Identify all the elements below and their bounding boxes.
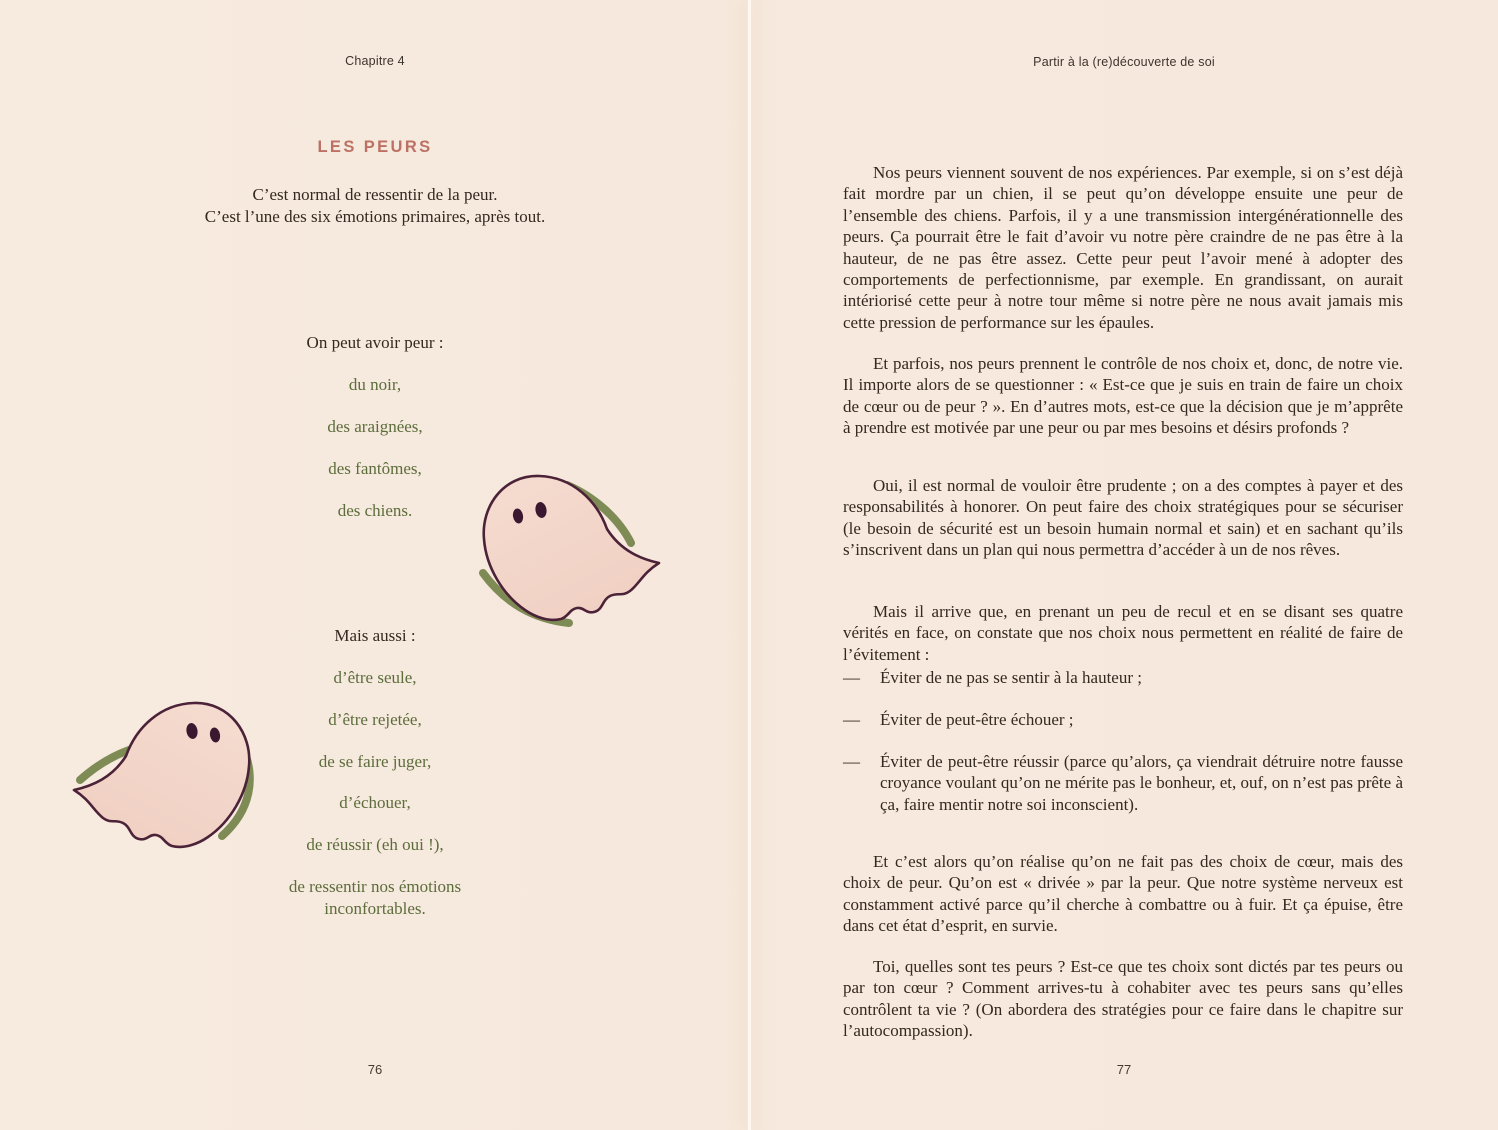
bullet-dash: — bbox=[843, 710, 860, 729]
running-header-right: Partir à la (re)découverte de soi bbox=[1033, 55, 1215, 69]
bullet-item: — Éviter de peut-être échouer ; bbox=[843, 710, 1074, 729]
list2-intro: Mais aussi : bbox=[334, 626, 416, 645]
ghost-flying-right-illustration bbox=[473, 463, 663, 628]
section-subtitle bbox=[0, 184, 750, 227]
list-item: d’être rejetée, bbox=[328, 710, 422, 729]
list-item: des chiens. bbox=[337, 501, 413, 520]
list-item: du noir, bbox=[348, 375, 402, 394]
list1-intro: On peut avoir peur : bbox=[306, 333, 444, 352]
bullet-dash: — bbox=[843, 752, 860, 771]
list-item: des fantômes, bbox=[328, 459, 422, 478]
page-number-left: 76 bbox=[367, 1062, 383, 1077]
list-item: d’être seule, bbox=[333, 668, 417, 687]
right-page bbox=[750, 0, 1498, 1130]
list-item: de réussir (eh oui !), bbox=[306, 835, 444, 854]
page-number-right: 77 bbox=[1116, 1062, 1132, 1077]
body-paragraph: Mais il arrive que, en prenant un peu de recul et en se disant ses quatre vérités en face, on constate que nos choix nous permettent en réalité de faire de l’évitement : bbox=[843, 602, 1403, 664]
running-header-left: Chapitre 4 bbox=[345, 54, 405, 68]
subtitle-line: C’est l’une des six émotions primaires, après tout. bbox=[204, 206, 546, 226]
list-item: des araignées, bbox=[327, 417, 423, 436]
ghost-flying-left-illustration bbox=[76, 688, 261, 863]
list-item: d’échouer, bbox=[339, 793, 411, 812]
section-title: LES PEURS bbox=[317, 138, 433, 156]
ghost-body bbox=[484, 476, 659, 620]
body-paragraph: Nos peurs viennent souvent de nos expériences. Par exemple, si on s’est déjà fait mordre par un chien, il se peut qu’on développe ensuite une peur de l’ensemble des chiens. Parfois, il y a une transmission intergénérationnelle des peurs. Ça pourrait être le fait d’avoir vu notre père craindre de ne pas être à la hauteur, de ne pas être assez. Cette peur peut l’avoir mené à adopter des comportements de perfectionnisme, par exemple. En grandissant, on aurait intériorisé cette peur à notre tour même si notre père ne nous avait jamais mis cette pression de performance sur les épaules. bbox=[843, 163, 1403, 332]
body-paragraph: Et c’est alors qu’on réalise qu’on ne fait pas des choix de cœur, mais des choix de peur. Qu’on est « drivée » par la peur. Que notre système nerveux est constamment activé parce qu’il cherche à combattre ou à fuir. Et ça épuise, être dans cet état d’esprit, en survie. bbox=[843, 852, 1403, 936]
bullet-item: — Éviter de ne pas se sentir à la hauteur ; bbox=[843, 668, 1142, 687]
list-item: de ressentir nos émotions inconfortables. bbox=[288, 877, 462, 918]
body-paragraph: Toi, quelles sont tes peurs ? Est-ce que tes choix sont dictés par tes peurs ou par ton cœur ? Comment arrives-tu à cohabiter avec tes peurs sans qu’elles contrôlent ta vie ? (On abordera des stratégies pour ce faire dans le chapitre sur l’autocompassion). bbox=[843, 957, 1403, 1041]
ghost-body bbox=[74, 703, 249, 847]
bullet-item: — Éviter de peut-être réussir (parce qu’alors, ça viendrait détruire notre fausse croyance voulant qu’on ne mérite pas le bonheur, et, ouf, on n’est pas prête à ça, faire mentir notre soi inconscient). bbox=[843, 752, 1403, 814]
body-paragraph: Et parfois, nos peurs prennent le contrôle de nos choix et, donc, de notre vie. Il importe alors de se questionner : « Est-ce que je suis en train de faire un choix de cœur ou de peur ? ». En d’autres mots, est-ce que la décision que je m’apprête à prendre est motivée par une peur ou par mes besoins et désirs profonds ? bbox=[843, 354, 1403, 438]
list-item: de se faire juger, bbox=[318, 752, 432, 771]
bullet-dash: — bbox=[843, 668, 860, 687]
subtitle-line: C’est normal de ressentir de la peur. bbox=[252, 185, 498, 204]
body-paragraph: Oui, il est normal de vouloir être prudente ; on a des comptes à payer et des responsabilités à honorer. On peut faire des choix stratégiques pour se sécuriser (le besoin de sécurité est un besoin humain normal et sain) et en sachant qu’ils s’inscrivent dans un plan qui nous permettra d’accéder à un de nos rêves. bbox=[843, 476, 1403, 560]
